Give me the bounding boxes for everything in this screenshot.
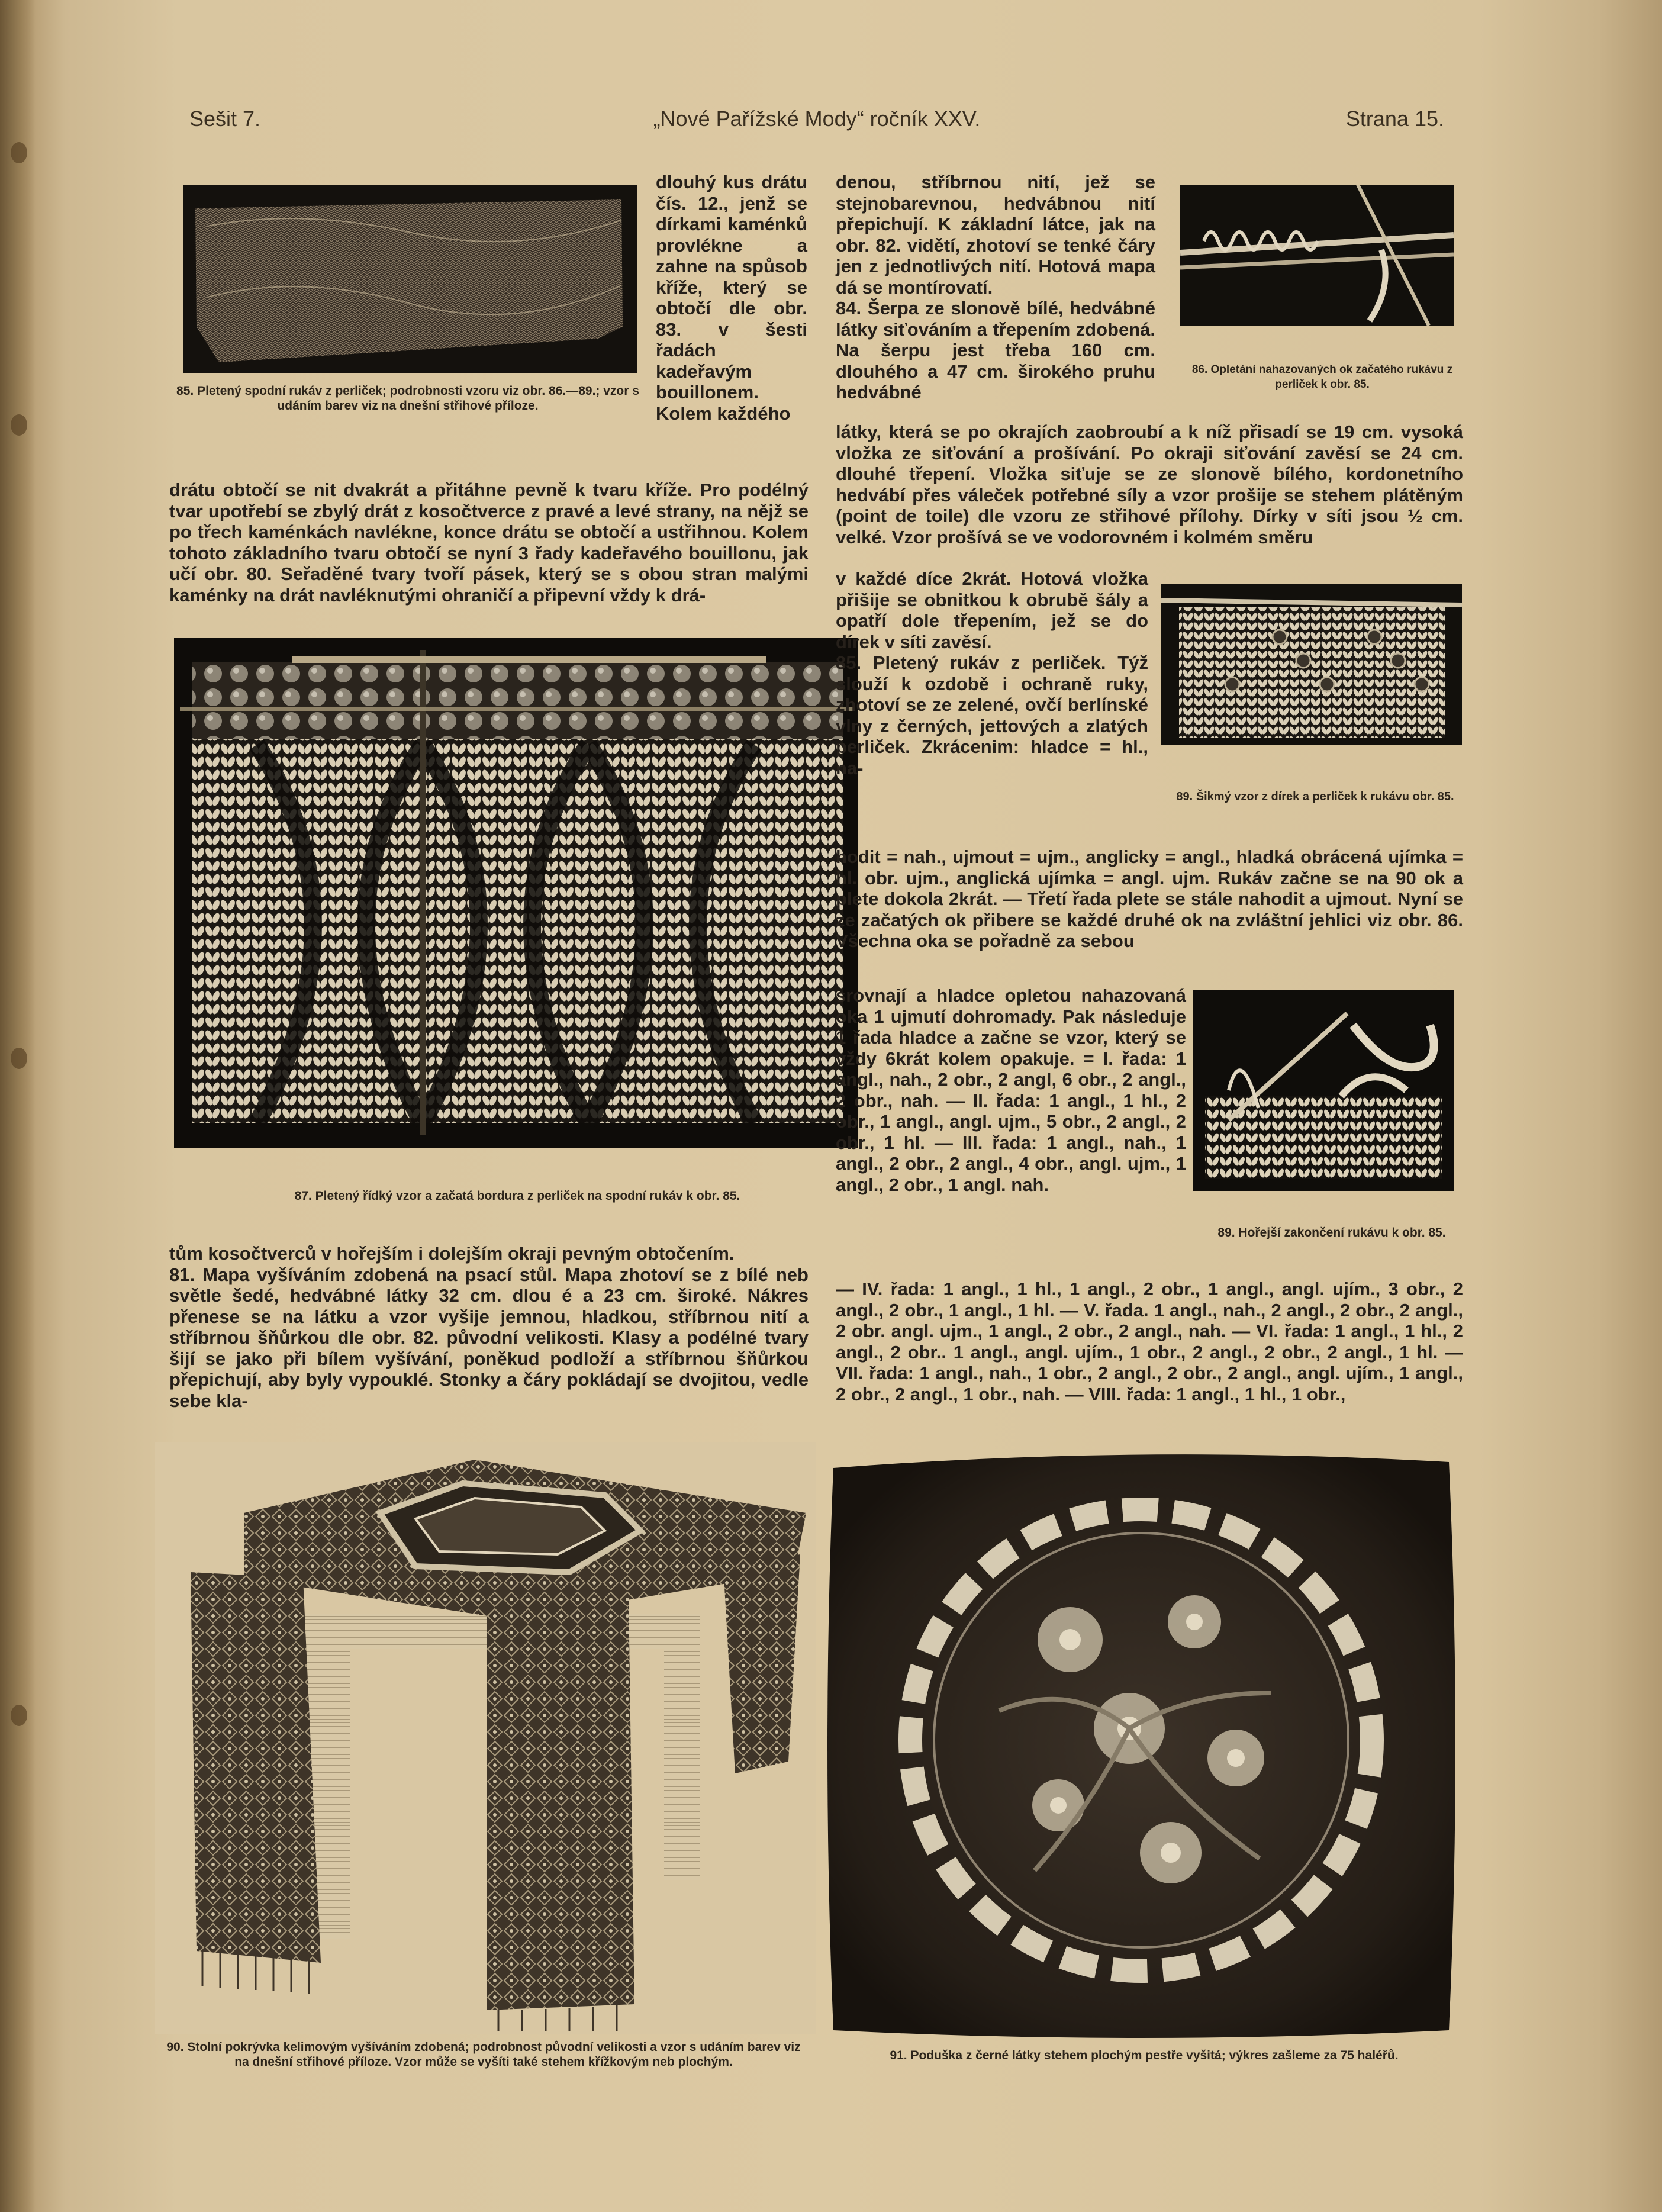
figure-87-image bbox=[174, 638, 858, 1148]
diagonal-bead-pattern-illustration bbox=[1161, 584, 1462, 745]
paragraph-sleeve-intro: v každé díce 2krát. Hotová vložka přišije se obnitkou k obrubě šály a opatří dole třepením, jež se do dírek v síti zavěsí. 85. Pletený rukáv z perliček. Týž slouží k ozdobě i ochraně ruky, zhotoví se ze zelené, ovčí berlínské vlny z černých, jettových a zlatých perliček. Zkrácenim: hladce = hl., na- bbox=[836, 568, 1148, 778]
paragraph-wire-cross: dlouhý kus drátu čís. 12., jenž se dírkami kaménků provlékne a zahne na spůsob kříže, který se obtočí dle obr. 83. v šesti řadách kadeřavým bouillonem. Kolem každého bbox=[656, 172, 807, 424]
figure-90-caption: 90. Stolní pokrývka kelimovým vyšíváním zdobená; podrobnost původní velikosti a vzor s udáním barev viz na dnešní střihové příloze. Vzor může se vyšíti také stehem křížkovým neb plochým. bbox=[166, 2040, 801, 2069]
knitted-sleeve-illustration bbox=[183, 185, 637, 373]
magazine-title: „Nové Pařížské Mody“ ročník XXV. bbox=[653, 107, 981, 131]
embroidered-cushion-illustration bbox=[822, 1444, 1462, 2046]
binding-gutter bbox=[0, 0, 36, 2212]
binding-hole bbox=[11, 142, 27, 163]
figure-86-image bbox=[1180, 185, 1454, 326]
figure-87-caption: 87. Pletený řídký vzor a začatá bordura z perliček na spodní rukáv k obr. 85. bbox=[294, 1189, 740, 1203]
paragraph-sash-netting: látky, která se po okrajích zaobroubí a k níž přisadí se 19 cm. vysoká vložka ze siťování a prošívání. Po okraji siťování zavěsí se 24 cm. dlouhé třepení. Vložka siťuje se ze slonově bílého, kordonetního hedvábí přes váleček potřebné síly a vzor prošije se stehem plátěným (point de toile) dle vzoru ze střihové přílohy. Dírky v síti jsou ½ cm. velké. Vzor prošívá se ve vodorovném i kolmém směru bbox=[836, 421, 1463, 548]
figure-91-image bbox=[822, 1444, 1462, 2046]
paragraph-pattern-rows-1: srovnají a hladce opletou nahazovaná oka 1 ujmutí dohromady. Pak následuje 1 řada hladce a začne se vzor, který se vždy 6krát kolem opakuje. = I. řada: 1 angl., nah., 2 obr., 2 angl, 6 obr., 2 angl., 2 obr., nah. — II. řada: 1 angl., 1 hl., 2 obr., 1 angl., angl. ujm., 5 obr., 2 angl., 2 obr., 1 hl. — III. řada: 1 angl., nah., 1 angl., 2 obr., 2 angl., 4 obr., angl. ujm., 1 angl., 2 obr., 1 angl. nah. bbox=[836, 985, 1186, 1195]
sleeve-top-edge-illustration bbox=[1193, 990, 1454, 1191]
figure-88-caption: 89. Šikmý vzor z dírek a perliček k rukávu obr. 85. bbox=[1176, 790, 1454, 803]
embroidered-table-cover-illustration bbox=[155, 1442, 816, 2034]
knitting-needle-detail-illustration bbox=[1180, 185, 1454, 326]
knitted-lace-pattern-illustration bbox=[174, 638, 858, 1148]
paragraph-bouillon: drátu obtočí se nit dvakrát a přitáhne pevně k tvaru kříže. Pro podélný tvar upotřebí se zbylý drát z kosočtverce z pravé a levé strany, na nějž se po třech kaménkách navlékne, konce drátu se obtočí a ustřihnou. Kolem tohoto základního tvaru obtočí se nyní 3 řady kadeřavého bouillonu, jak učí obr. 80. Seřaděné tvary tvoří pásek, který se s obou stran malými kaménky na drát navléknutými ohraničí a připevní vždy k drá- bbox=[169, 479, 809, 606]
figure-86-caption: 86. Opletání nahazovaných ok začatého rukávu z perliček k obr. 85. bbox=[1191, 363, 1453, 391]
binding-hole bbox=[11, 1048, 27, 1069]
issue-number: Sešit 7. bbox=[189, 107, 261, 131]
figure-91-caption: 91. Poduška z černé látky stehem plochým pestře vyšitá; výkres zašleme za 75 haléřů. bbox=[890, 2049, 1399, 2062]
paragraph-abbreviations: hodit = nah., ujmout = ujm., anglicky = angl., hladká obrácená ujímka = hl. obr. ujm., anglická ujímka = angl. ujm. Rukáv začne se na 90 ok a plete dokola 2krát. — Třetí řada plete se stále nahodit a ujmout. Nyní se ze začatých ok přibere se každé druhé ok na zvláštní jehlici viz obr. 86. Všechna oka se pořadně za sebou bbox=[836, 846, 1463, 951]
paragraph-desk-mat: tům kosočtverců v hořejším i dolejším okraji pevným obtočením. 81. Mapa vyšíváním zdobená na psací stůl. Mapa zhotoví se z bílé neb světle šedé, hedvábné látky 32 cm. dlou é a 23 cm. široké. Nákres přenese se na látku a vzor vyšije jemnou, hladkou, stříbrnou nití a stříbrnou šňůrkou dle obr. 82. původní velikosti. Klasy a podélné tvary šijí se jako při bílem vyšívání, poněkud podloží a stříbrnou šňůrkou přepichují, aby byly vypouklé. Stonky a čáry pokládají se dvojitou, vedle sebe kla- bbox=[169, 1243, 809, 1411]
figure-89-caption: 89. Hořejší zakončení rukávu k obr. 85. bbox=[1217, 1226, 1446, 1239]
figure-85-image bbox=[183, 185, 637, 373]
binding-hole bbox=[11, 1705, 27, 1726]
paragraph-silver-thread-sash: denou, stříbrnou nití, jež se stejnobarevnou, hedvábnou nití přepichují. K základní látce, jak na obr. 82. vidětí, zhotoví se tenké čáry jen z jednotlivých nití. Hotová mapa dá se montírovatí. 84. Šerpa ze slonově bílé, hedvábné látky siťováním a třepením zdobená. Na šerpu jest třeba 160 cm. dlouhého a 47 cm. širokého pruhu hedvábné bbox=[836, 172, 1155, 403]
binding-hole bbox=[11, 414, 27, 436]
figure-85-caption: 85. Pletený spodní rukáv z perliček; podrobnosti vzoru viz obr. 86.—89.; vzor s udáním barev viz na dnešní střihové příloze. bbox=[176, 384, 639, 413]
figure-90-image bbox=[155, 1442, 816, 2034]
page-number: Strana 15. bbox=[1345, 107, 1444, 131]
paragraph-pattern-rows-2: — IV. řada: 1 angl., 1 hl., 1 angl., 2 obr., 1 angl., angl. ujím., 3 obr., 2 angl., 2 obr., 1 angl., 1 hl. — V. řada. 1 angl., nah., 2 angl., 2 obr., 2 angl., 2 obr. angl. ujm., 1 angl., 2 obr., 2 angl., nah. — VI. řada: 1 angl., 1 hl., 2 angl., 2 obr.. 1 angl., angl. ujím., 1 obr., 2 angl., 2 obr., 2 angl., 1 hl. — VII. řada: 1 angl., nah., 1 obr., 2 angl., 2 obr., 2 angl., angl. ujím., 1 angl., 2 obr., 2 angl., 1 obr., nah. — VIII. řada: 1 angl., 1 hl., 1 obr., bbox=[836, 1279, 1463, 1405]
running-head bbox=[189, 107, 1444, 142]
figure-89-image bbox=[1193, 990, 1454, 1191]
figure-88-image bbox=[1161, 584, 1462, 745]
